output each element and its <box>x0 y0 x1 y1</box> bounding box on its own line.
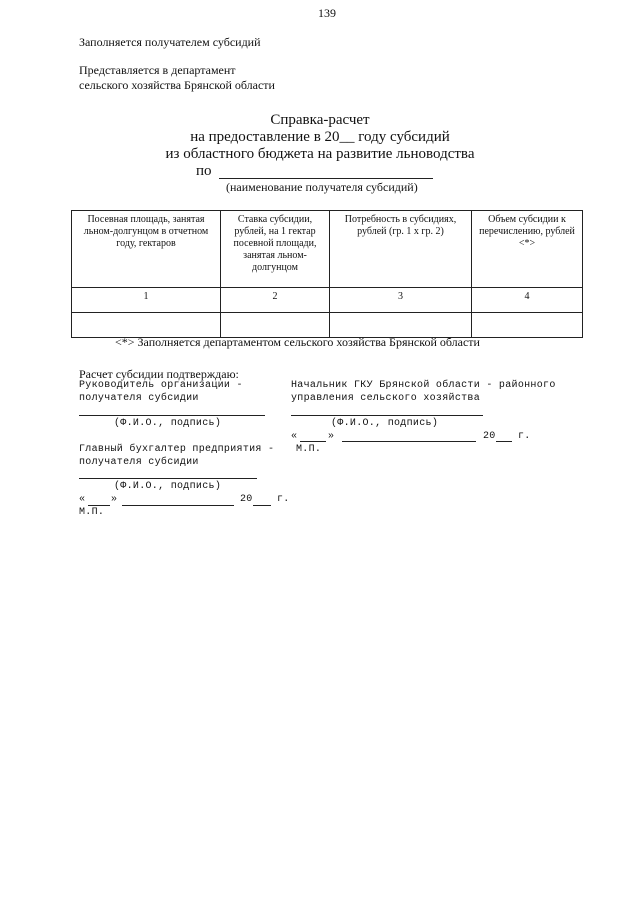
chief-signature-field[interactable] <box>79 478 257 479</box>
filled-by-note: Заполняется получателем субсидий <box>79 35 261 49</box>
header-area: Посевная площадь, занятая льном-долгунцом в отчетном году, гектаров <box>72 211 221 288</box>
gku-title-line2: управления сельского хозяйства <box>291 393 481 404</box>
recipient-name-field[interactable] <box>219 178 433 179</box>
footnote: <*> Заполняется департаментом сельского хозяйства Брянской области <box>115 335 480 349</box>
right-date-open: « <box>291 431 298 442</box>
head-title-line2: получателя субсидии <box>79 393 199 404</box>
right-stamp-place: М.П. <box>296 444 322 455</box>
right-day-field[interactable] <box>300 441 326 442</box>
left-stamp-place: М.П. <box>79 507 105 518</box>
title-recipient-prefix: по <box>196 163 212 179</box>
right-year-suffix: г. <box>518 431 531 442</box>
right-year-prefix: 20 <box>483 431 496 442</box>
recipient-caption: (наименование получателя субсидий) <box>226 180 418 194</box>
table-header-row <box>72 211 583 288</box>
left-year-field[interactable] <box>253 505 271 506</box>
column-number: 3 <box>330 288 472 313</box>
left-month-field[interactable] <box>122 505 234 506</box>
head-fio-caption: (Ф.И.О., подпись) <box>114 418 222 429</box>
column-number: 2 <box>221 288 330 313</box>
document-title: Справка-расчет <box>270 112 370 128</box>
left-date-close: » <box>111 494 118 505</box>
chief-title-line2: получателя субсидии <box>79 457 199 468</box>
gku-title-line1: Начальник ГКУ Брянской области - районного <box>291 380 556 391</box>
gku-signature-field[interactable] <box>291 415 483 416</box>
column-number: 4 <box>472 288 583 313</box>
right-month-field[interactable] <box>342 441 476 442</box>
left-day-field[interactable] <box>88 505 110 506</box>
cell-area[interactable] <box>72 313 221 338</box>
right-date-close: » <box>328 431 335 442</box>
title-line2: на предоставление в 20__ году субсидий <box>190 129 450 145</box>
cell-amount[interactable] <box>472 313 583 338</box>
cell-rate[interactable] <box>221 313 330 338</box>
subsidy-table <box>71 210 583 338</box>
head-signature-field[interactable] <box>79 415 265 416</box>
head-title-line1: Руководитель организации - <box>79 380 243 391</box>
left-date-open: « <box>79 494 86 505</box>
cell-need[interactable] <box>330 313 472 338</box>
confirm-heading: Расчет субсидии подтверждаю: <box>79 367 239 381</box>
title-line3: из областного бюджета на развитие льноводства <box>165 146 475 162</box>
chief-title-line1: Главный бухгалтер предприятия - <box>79 444 275 455</box>
column-number: 1 <box>72 288 221 313</box>
column-number-row <box>72 288 583 313</box>
submitted-to-line1: Представляется в департамент <box>79 63 236 77</box>
right-year-field[interactable] <box>496 441 512 442</box>
header-amount: Объем субсидии к перечислению, рублей <*> <box>472 211 583 288</box>
submitted-to-line2: сельского хозяйства Брянской области <box>79 78 275 92</box>
chief-fio-caption: (Ф.И.О., подпись) <box>114 481 222 492</box>
gku-fio-caption: (Ф.И.О., подпись) <box>331 418 439 429</box>
left-year-prefix: 20 <box>240 494 253 505</box>
left-year-suffix: г. <box>277 494 290 505</box>
table-row <box>72 313 583 338</box>
header-need: Потребность в субсидиях, рублей (гр. 1 х гр. 2) <box>330 211 472 288</box>
page-number: 139 <box>318 6 336 20</box>
header-rate: Ставка субсидии, рублей, на 1 гектар посевной площади, занятая льном-долгунцом <box>221 211 330 288</box>
